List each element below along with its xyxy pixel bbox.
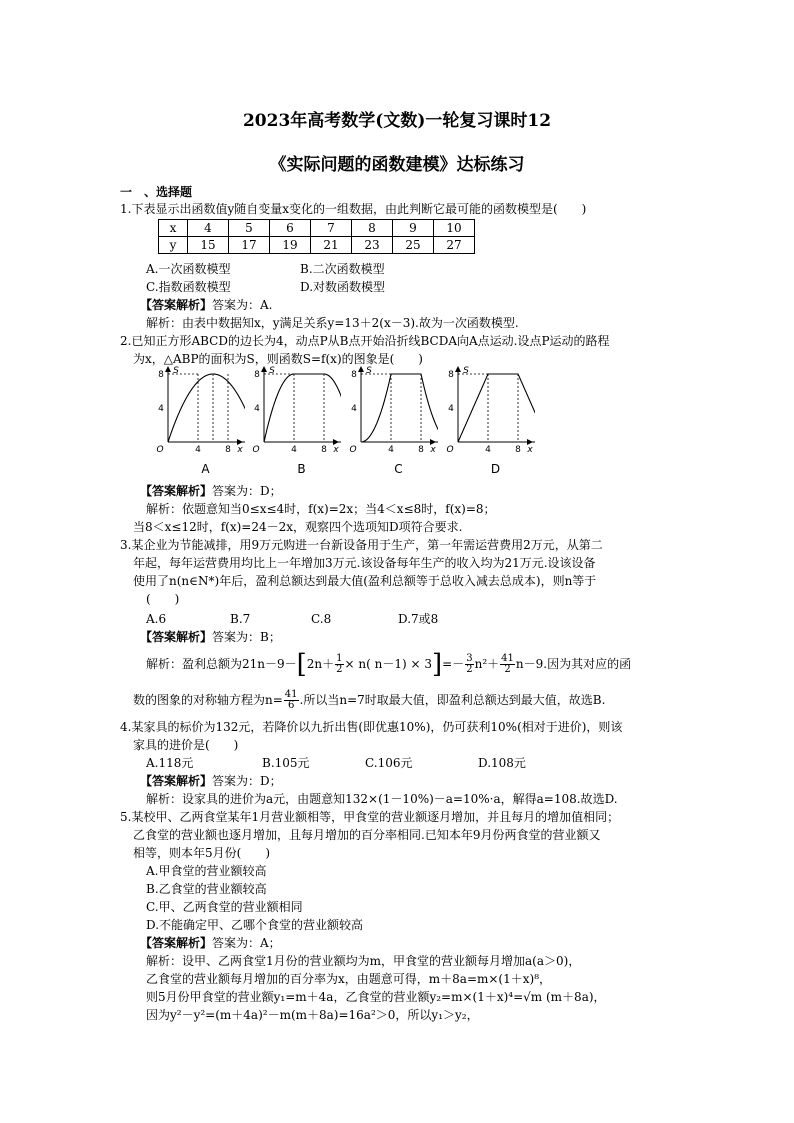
y-tick-label: 8 [351, 370, 357, 380]
y-tick-label: 4 [158, 404, 164, 414]
function-curve [168, 374, 245, 442]
x-tick-label: 4 [291, 445, 297, 455]
math-text: n²＋ [474, 657, 500, 671]
q5-explanation-line4: 因为y²－y²=(m＋4a)²－m(m＋8a)=16a²＞0，所以y₁＞y₂， [146, 1008, 479, 1022]
fraction: $\frac{1}{2}$ [336, 653, 343, 675]
function-curve [458, 374, 535, 442]
answer-text: 答案为：B； [212, 630, 281, 644]
q3-option-c: C.8 [311, 612, 332, 626]
table-cell: 27 [434, 237, 475, 254]
answer-label: 【答案解析】 [140, 936, 213, 950]
q1-option-c: C.指数函数模型 [146, 280, 231, 294]
q2-stem-line1: 2.已知正方形ABCD的边长为4，动点P从B点开始沿折线BCDA向A点运动.设点P运动的路程 [120, 334, 610, 348]
table-row [159, 237, 475, 254]
math-bracket: ] [432, 649, 443, 680]
table-cell: 8 [352, 220, 393, 237]
q1-stem: 1.下表显示出函数值y随自变量x变化的一组数据，由此判断它最可能的函数模型是( ) [120, 202, 587, 216]
q3-explanation-line2 [133, 690, 605, 711]
page-title: 2023年高考数学(文数)一轮复习课时12 [242, 111, 552, 131]
math-text: 数的图象的对称轴方程为n= [133, 693, 283, 707]
q3-answer [140, 630, 281, 644]
graph-option-c [343, 364, 438, 482]
axis-label-s: S [366, 366, 372, 376]
q1-answer [140, 298, 273, 312]
answer-text: 答案为：D； [212, 484, 282, 498]
table-cell: 4 [188, 220, 229, 237]
y-axis-arrow [165, 366, 171, 372]
math-text: =－ [442, 657, 465, 671]
x-tick-label: 4 [485, 445, 491, 455]
q5-option-c: C.甲、乙两食堂的营业额相同 [146, 900, 303, 914]
table-row [159, 220, 475, 237]
q3-option-a: A.6 [146, 612, 167, 626]
q5-answer [140, 936, 281, 950]
option-label: A [201, 462, 210, 476]
table-cell: 10 [434, 220, 475, 237]
math-text: .所以当n=7时取最大值，即盈利总额达到最大值，故选B. [299, 693, 606, 707]
answer-text: 答案为：A； [212, 936, 281, 950]
y-tick-label: 4 [351, 404, 357, 414]
table-cell: 21 [311, 237, 352, 254]
axis-label-s: S [269, 366, 275, 376]
q3-explanation-line1 [146, 649, 632, 680]
q4-stem-line2: 家具的进价是( ) [133, 738, 239, 752]
q4-option-c: C.106元 [365, 756, 413, 770]
q4-explanation: 解析：设家具的进价为a元，由题意知132×(1－10%)－a=10%·a，解得a=108.故选D. [146, 792, 618, 806]
axis-label-x: x [333, 445, 339, 455]
x-tick-label: 8 [418, 445, 424, 455]
q4-stem-line1: 4.某家具的标价为132元，若降价以九折出售(即优惠10%)，仍可获利10%(相对于进价)，则该 [120, 720, 623, 734]
option-label: D [490, 462, 501, 476]
fraction: $\frac{41}{2}$ [501, 653, 514, 675]
q5-explanation-line1: 解析：设甲、乙两食堂1月份的营业额均为m，甲食堂的营业额每月增加a(a＞0)， [146, 954, 581, 968]
origin-label: O [156, 445, 164, 455]
q2-explanation-line1: 解析：依题意知当0≤x≤4时，f(x)=2x；当4＜x≤8时，f(x)=8； [146, 502, 496, 516]
axis-label-x: x [237, 445, 243, 455]
graph-option-a [150, 364, 245, 482]
q3-stem-line2: 年起，每年运营费用均比上一年增加3万元.该设备每年生产的收入均为21万元.设该设备 [133, 556, 596, 570]
table-cell: y [159, 237, 188, 254]
answer-label: 【答案解析】 [140, 774, 213, 788]
table-cell: 17 [229, 237, 270, 254]
fraction: $\frac{41}{6}$ [284, 689, 298, 711]
graph-option-b [246, 364, 341, 482]
table-cell: 25 [393, 237, 434, 254]
axis-label-x: x [527, 445, 533, 455]
math-text: 解析：盈利总额为21n－9－ [146, 657, 297, 671]
answer-label: 【答案解析】 [140, 630, 213, 644]
q5-stem-line2: 乙食堂的营业额也逐月增加，且每月增加的百分率相同.已知本年9月份两食堂的营业额又 [133, 828, 601, 842]
x-tick-label: 8 [321, 445, 327, 455]
graph-option-d [440, 364, 535, 482]
option-label: B [297, 462, 306, 476]
q4-option-b: B.105元 [262, 756, 310, 770]
q5-explanation-line2: 乙食堂的营业额每月增加的百分率为x，由题意可得，m＋8a=m×(1＋x)⁸， [146, 972, 552, 986]
q3-stem-line3: 使用了n(n∈N*)年后，盈利总额达到最大值(盈利总额等于总收入减去总成本)，则n等于 [133, 574, 597, 588]
table-cell: 15 [188, 237, 229, 254]
q1-option-b: B.二次函数模型 [300, 262, 385, 276]
table-cell: x [159, 220, 188, 237]
q4-answer [140, 774, 282, 788]
axis-label-s: S [173, 366, 179, 376]
section-heading: 一 、选择题 [120, 185, 193, 199]
origin-label: O [446, 445, 454, 455]
origin-label: O [252, 445, 260, 455]
answer-text: 答案为：D； [212, 774, 282, 788]
page-subtitle: 《实际问题的函数建模》达标练习 [269, 155, 525, 175]
answer-text: 答案为：A. [212, 298, 273, 312]
q4-option-d: D.108元 [478, 756, 526, 770]
q3-option-b: B.7 [230, 612, 251, 626]
q5-option-d: D.不能确定甲、乙哪个食堂的营业额较高 [146, 918, 364, 932]
table-cell: 9 [393, 220, 434, 237]
q5-stem-line3: 相等，则本年5月份( ) [133, 846, 270, 860]
x-tick-label: 8 [225, 445, 231, 455]
q1-explanation: 解析：由表中数据知x，y满足关系y=13＋2(x－3).故为一次函数模型. [146, 316, 519, 330]
math-text: × n( n－1) × 3 [344, 657, 433, 671]
function-curve [264, 374, 341, 442]
origin-label: O [349, 445, 357, 455]
table-cell: 7 [311, 220, 352, 237]
y-axis-arrow [261, 366, 267, 372]
table-cell: 19 [270, 237, 311, 254]
y-tick-label: 4 [448, 404, 454, 414]
q1-option-a: A.一次函数模型 [146, 262, 231, 276]
math-text: 2n＋ [306, 657, 335, 671]
q1-option-d: D.对数函数模型 [300, 280, 386, 294]
q3-stem-line4: ( ) [146, 592, 180, 606]
x-tick-label: 4 [195, 445, 201, 455]
function-curve [361, 374, 438, 442]
axis-label-x: x [430, 445, 436, 455]
table-cell: 6 [270, 220, 311, 237]
y-tick-label: 4 [254, 404, 260, 414]
q5-explanation-line3: 则5月份甲食堂的营业额y₁=m＋4a，乙食堂的营业额y₂=m×(1＋x)⁴=√m (m＋8a)， [146, 990, 606, 1004]
y-tick-label: 8 [158, 370, 164, 380]
fraction: $\frac{3}{2}$ [466, 653, 473, 675]
y-axis-arrow [358, 366, 364, 372]
q2-explanation-line2: 当8＜x≤12时，f(x)=24－2x，观察四个选项知D项符合要求. [133, 520, 463, 534]
math-bracket: [ [296, 649, 307, 680]
q5-option-b: B.乙食堂的营业额较高 [146, 882, 267, 896]
q1-data-table [158, 219, 475, 254]
answer-label: 【答案解析】 [140, 484, 213, 498]
option-label: C [394, 462, 403, 476]
q3-option-d: D.7或8 [398, 612, 439, 626]
q4-option-a: A.118元 [146, 756, 194, 770]
q5-stem-line1: 5.某校甲、乙两食堂某年1月营业额相等，甲食堂的营业额逐月增加，并且每月的增加值相同； [120, 810, 620, 824]
answer-label: 【答案解析】 [140, 298, 213, 312]
table-cell: 23 [352, 237, 393, 254]
x-tick-label: 4 [388, 445, 394, 455]
table-cell: 5 [229, 220, 270, 237]
q5-option-a: A.甲食堂的营业额较高 [146, 864, 267, 878]
q2-stem-line2: 为x，△ABP的面积为S，则函数S=f(x)的图象是( ) [133, 352, 423, 366]
math-text: n－9.因为其对应的函 [515, 657, 632, 671]
y-axis-arrow [455, 366, 461, 372]
y-tick-label: 8 [254, 370, 260, 380]
y-tick-label: 8 [448, 370, 454, 380]
x-tick-label: 8 [515, 445, 521, 455]
axis-label-s: S [463, 366, 469, 376]
q2-answer [140, 484, 282, 498]
q3-stem-line1: 3.某企业为节能减排，用9万元购进一台新设备用于生产，第一年需运营费用2万元，从第二 [120, 538, 603, 552]
